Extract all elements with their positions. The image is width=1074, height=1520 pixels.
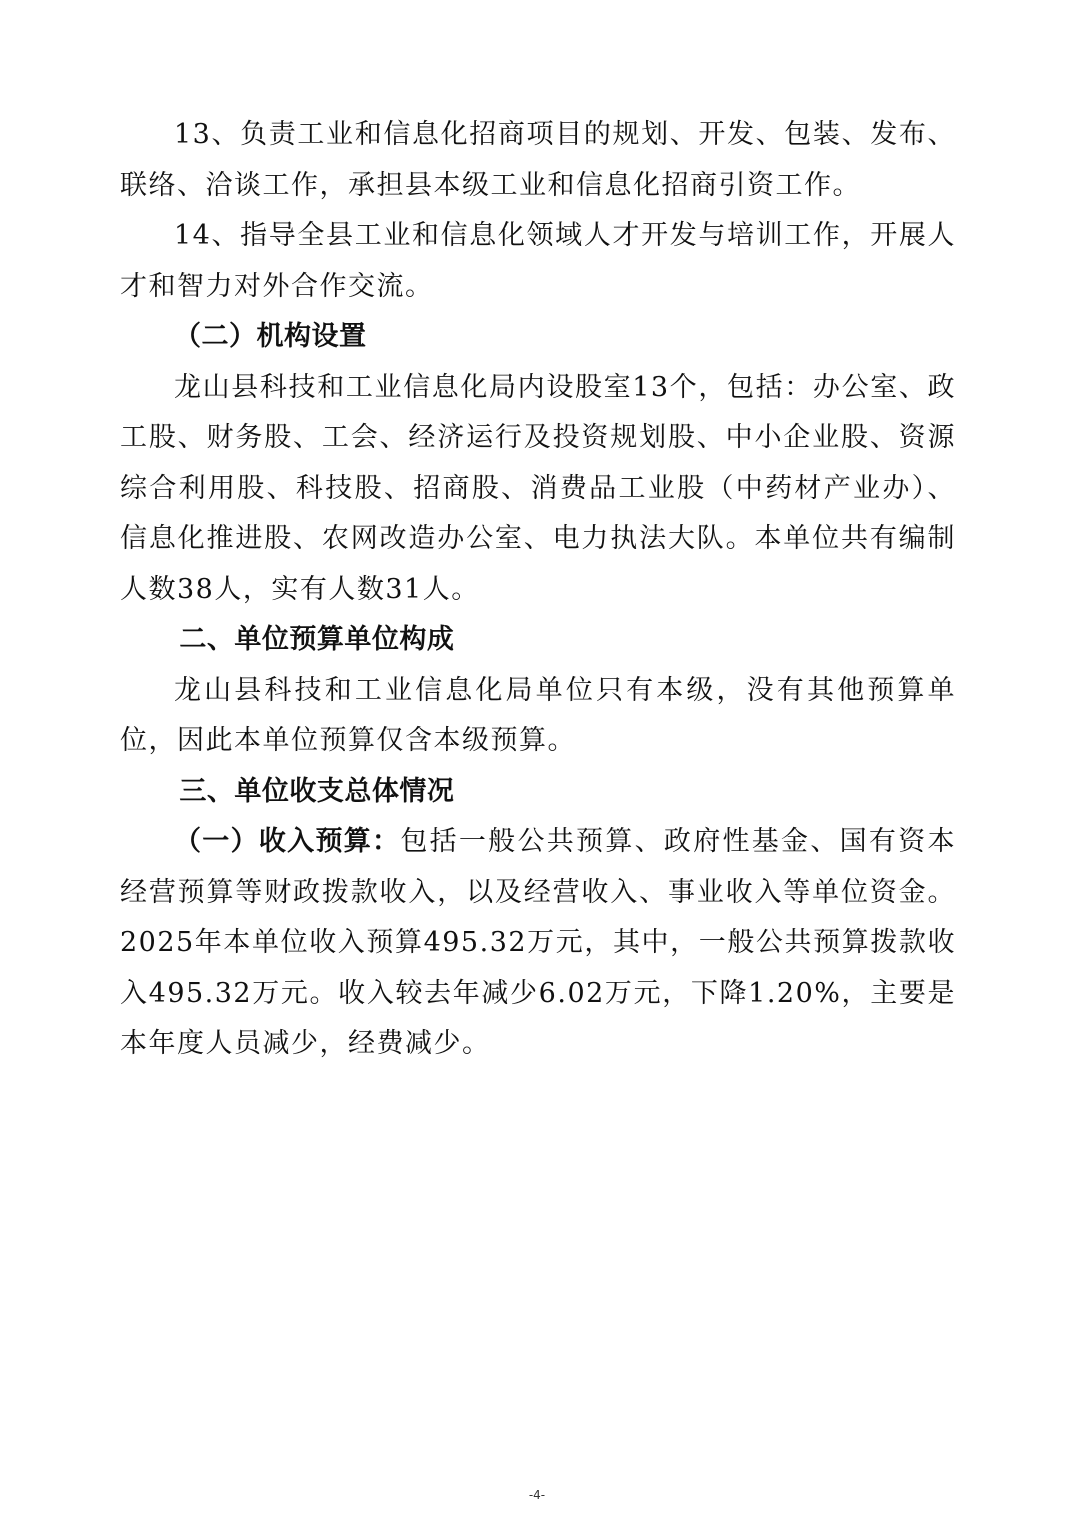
heading-income-expense: 三、单位收支总体情况: [179, 775, 455, 807]
paragraph-item-14: 14、指导全县工业和信息化领域人才开发与培训工作，开展人才和智力对外合作交流。: [120, 220, 956, 302]
paragraph-income-budget: [120, 817, 956, 1070]
income-budget-text: 包括一般公共预算、政府性基金、国有资本经营预算等财政拨款收入，以及经营收入、事业收入等单位资金。2025年本单位收入预算495.32万元，其中，一般公共预算拨款收入495.32万元。收入较去年减少6.02万元，下降1.20%，主要是本年度人员减少，经费减少。: [120, 826, 957, 1059]
heading-org-setup: （二）机构设置: [174, 321, 367, 352]
page-number: -4-: [528, 1488, 546, 1502]
paragraph-budget-units: 龙山县科技和工业信息化局单位只有本级，没有其他预算单位，因此本单位预算仅含本级预算。: [120, 674, 956, 756]
heading-budget-units: 二、单位预算单位构成: [179, 624, 455, 655]
paragraph-item-13: 13、负责工业和信息化招商项目的规划、开发、包装、发布、联络、洽谈工作，承担县本级工业和信息化招商引资工作。: [120, 119, 956, 201]
income-budget-lead: （一）收入预算：: [174, 826, 401, 857]
document-body: [120, 110, 956, 1070]
paragraph-org-setup: 龙山县科技和工业信息化局内设股室13个，包括：办公室、政工股、财务股、工会、经济运行及投资规划股、中小企业股、资源综合利用股、科技股、招商股、消费品工业股（中药材产业办）、信息化推进股、农网改造办公室、电力执法大队。本单位共有编制人数38人，实有人数31人。: [120, 371, 956, 605]
